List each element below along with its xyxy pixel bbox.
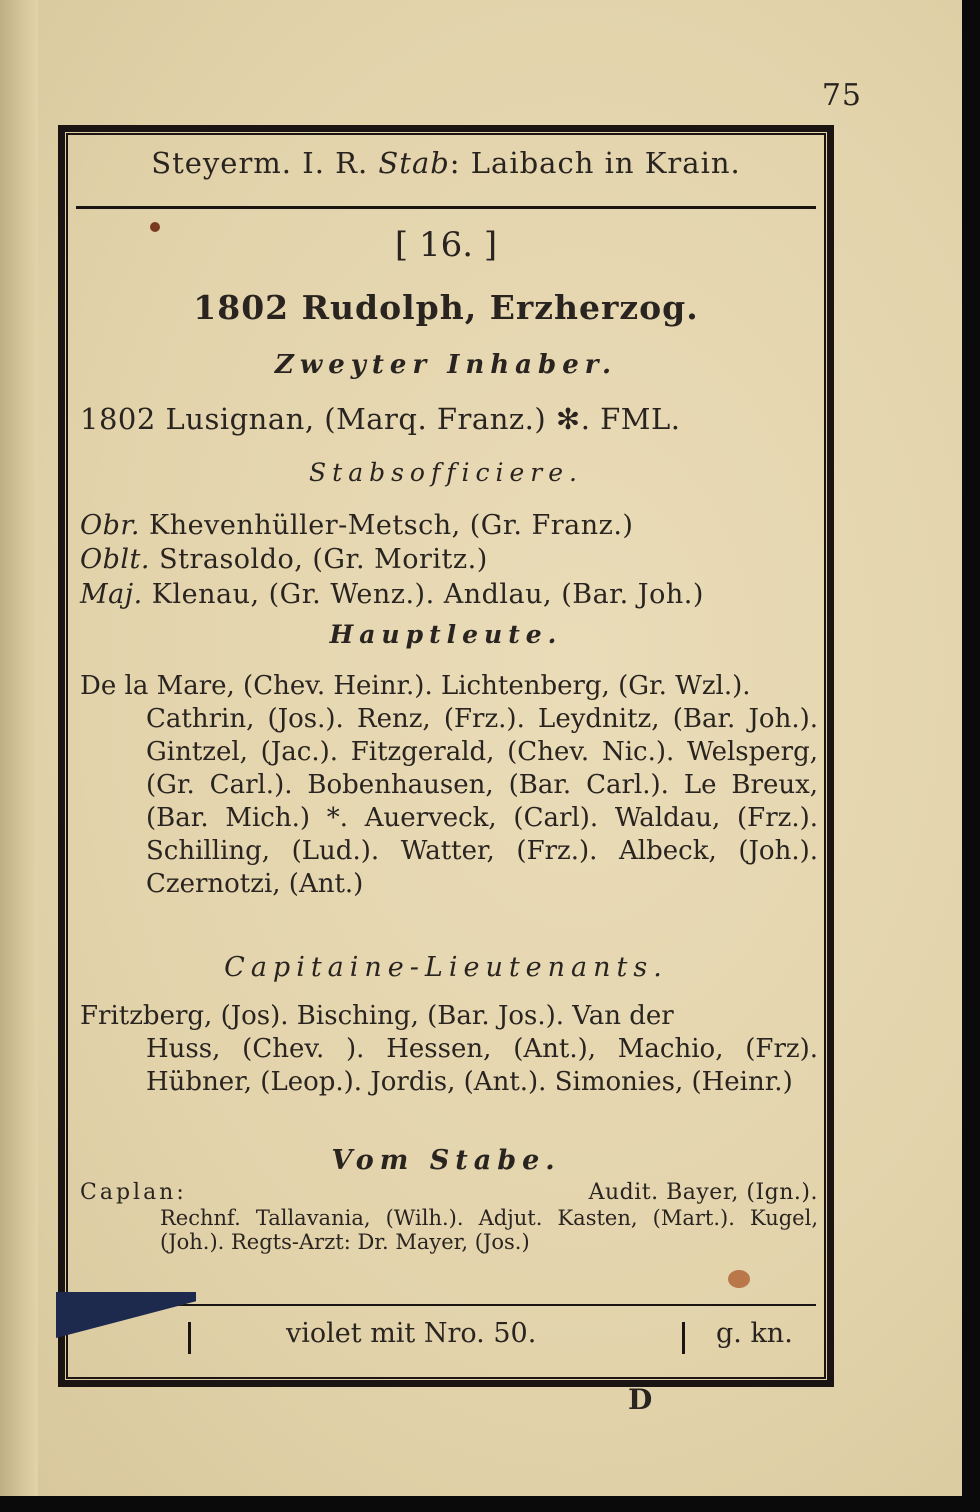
captains-list: Cathrin, (Jos.). Renz, (Frz.). Leydnitz, (Bar. Joh.). Gintzel, (Jac.). Fitzgerald, (Chev. Nic.). Welsperg, (Gr. Carl.). Bobenhausen, (Bar. Carl.). Le Breux, (Bar. Mich.) *. Auerveck, (Carl). Waldau, (Frz.). Schilling, (Lud.). Watter, (Frz.). Albeck, (Joh.). Czernotzi, (Ant.) [146, 704, 818, 899]
vom-stabe-paragraph [80, 1206, 818, 1254]
capt-lieut-title: Capitaine-Lieutenants. [224, 952, 668, 983]
second-owner-title: Zweyter Inhaber. [274, 350, 618, 380]
staff-name: Strasoldo, (Gr. Moritz.) [159, 544, 488, 575]
staff-officer-row [80, 510, 820, 541]
staff-officers-title: Stabsofficiere. [309, 458, 583, 487]
page-number: 75 [821, 78, 862, 113]
capt-lieut-first-line: Fritzberg, (Jos). Bisching, (Bar. Jos.). Van der [80, 1001, 674, 1031]
footer-facing-color: violet mit Nro. 50. [286, 1318, 537, 1349]
header-suffix: : Laibach in Krain. [449, 146, 741, 180]
auditor-entry: Audit. Bayer, (Ign.). [588, 1180, 818, 1205]
regiment-header [76, 146, 816, 180]
header-prefix: Steyerm. I. R. [151, 146, 369, 180]
second-owner-line: 1802 Lusignan, (Marq. Franz.) ✻. FML. [80, 402, 681, 436]
ink-spot [150, 222, 160, 232]
ink-spot [728, 1270, 750, 1288]
staff-rank: Obr. [80, 510, 140, 541]
vom-stabe-first-line [80, 1180, 818, 1205]
caplan-label: Caplan: [80, 1180, 187, 1205]
staff-name: Klenau, (Gr. Wenz.). Andlau, (Bar. Joh.) [151, 579, 704, 610]
header-rule [76, 206, 816, 209]
regiment-number: [ 16. ] [394, 225, 498, 265]
footer-divider [682, 1322, 685, 1354]
header-stab-label: Stab [378, 146, 450, 180]
staff-officer-row [80, 579, 820, 610]
footer-divider [188, 1322, 191, 1354]
footer [76, 1318, 816, 1362]
staff-rank: Oblt. [80, 544, 150, 575]
book-spine [0, 0, 38, 1496]
footer-rule [76, 1304, 816, 1306]
staff-rank: Maj. [80, 579, 143, 610]
capt-lieut-list: Huss, (Chev. ). Hessen, (Ant.), Machio, (Frz). Hübner, (Leop.). Jordis, (Ant.). Simonies, (Heinr.) [146, 1034, 818, 1097]
signature-mark: D [628, 1383, 653, 1416]
owner-line: 1802 Rudolph, Erzherzog. [193, 288, 699, 327]
captains-title: Hauptleute. [329, 620, 563, 649]
vom-stabe-title: Vom Stabe. [331, 1145, 561, 1176]
captains-first-line: De la Mare, (Chev. Heinr.). Lichtenberg, (Gr. Wzl.). [80, 671, 751, 701]
staff-name: Khevenhüller-Metsch, (Gr. Franz.) [149, 510, 634, 541]
footer-buttons: g. kn. [716, 1318, 793, 1349]
captains-paragraph [80, 670, 818, 901]
vom-stabe-list: Rechnf. Tallavania, (Wilh.). Adjut. Kasten, (Mart.). Kugel, (Joh.). Regts-Arzt: Dr. Mayer, (Jos.) [160, 1206, 818, 1254]
staff-officer-row [80, 544, 820, 575]
capt-lieut-paragraph [80, 1000, 818, 1099]
